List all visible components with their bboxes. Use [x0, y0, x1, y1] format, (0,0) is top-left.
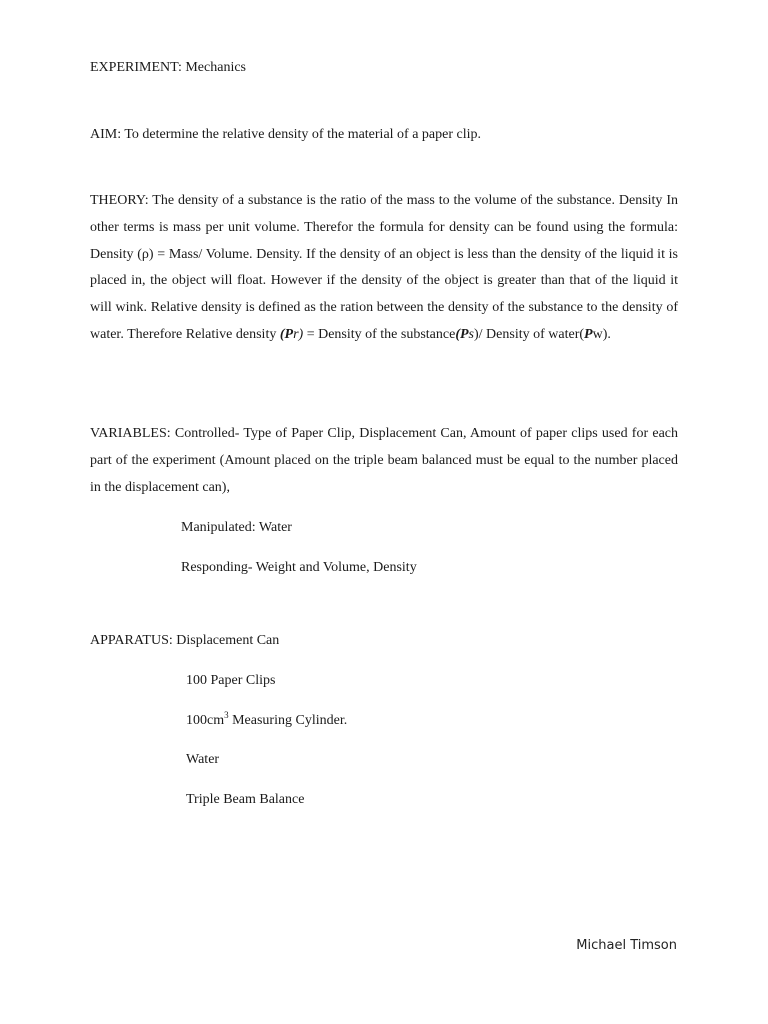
relative-density-symbol-p: (P	[279, 326, 294, 342]
apparatus-item-triple-beam-balance: Triple Beam Balance	[186, 792, 305, 807]
apparatus-item-paper-clips: 100 Paper Clips	[186, 673, 276, 688]
variables-manipulated: Manipulated: Water	[181, 520, 292, 535]
apparatus-item-water: Water	[186, 752, 220, 767]
theory-text-3: )/ Density of water(	[474, 326, 585, 342]
relative-density-symbol-r: r)	[293, 326, 304, 342]
cylinder-label: Measuring Cylinder.	[228, 713, 348, 728]
aim-line: AIM: To determine the relative density of the material of a paper clip.	[90, 127, 482, 142]
experiment-title: EXPERIMENT: Mechanics	[90, 60, 246, 75]
cubed-superscript: 3	[224, 710, 229, 720]
variables-controlled: VARIABLES: Controlled- Type of Paper Clip, Displacement Can, Amount of paper clips used for each part of the experiment (Amount placed on the triple beam balanced must be equal to the number placed in the displacement can),	[90, 426, 678, 495]
variables-responding: Responding- Weight and Volume, Density	[181, 560, 417, 575]
cylinder-volume: 100cm	[186, 713, 225, 728]
theory-paragraph	[90, 188, 678, 349]
theory-text-4: ).	[602, 326, 611, 342]
apparatus-item-measuring-cylinder	[186, 710, 348, 728]
theory-text-2: = Density of the substance	[303, 326, 456, 342]
substance-density-symbol-s: s	[468, 326, 474, 342]
substance-density-symbol-p: (P	[455, 326, 469, 342]
water-density-symbol-w: w	[592, 326, 603, 342]
author-footer: Michael Timson	[576, 938, 677, 953]
apparatus-heading: APPARATUS: Displacement Can	[90, 633, 280, 648]
water-density-symbol-p: P	[584, 326, 593, 342]
theory-text: THEORY: The density of a substance is the ratio of the mass to the volume of the substance. Density In other terms is mass per unit volume. Therefor the formula for density can be found using the formula: Density (ρ) = Mass/ Volume. Density. If the density of an object is less than the density of the liquid it is placed in, the object will float. However if the density of the object is greater than that of the liquid it will wink. Relative density is defined as the ration between the density of the substance to the density of water. Therefore Relative density	[90, 193, 678, 342]
